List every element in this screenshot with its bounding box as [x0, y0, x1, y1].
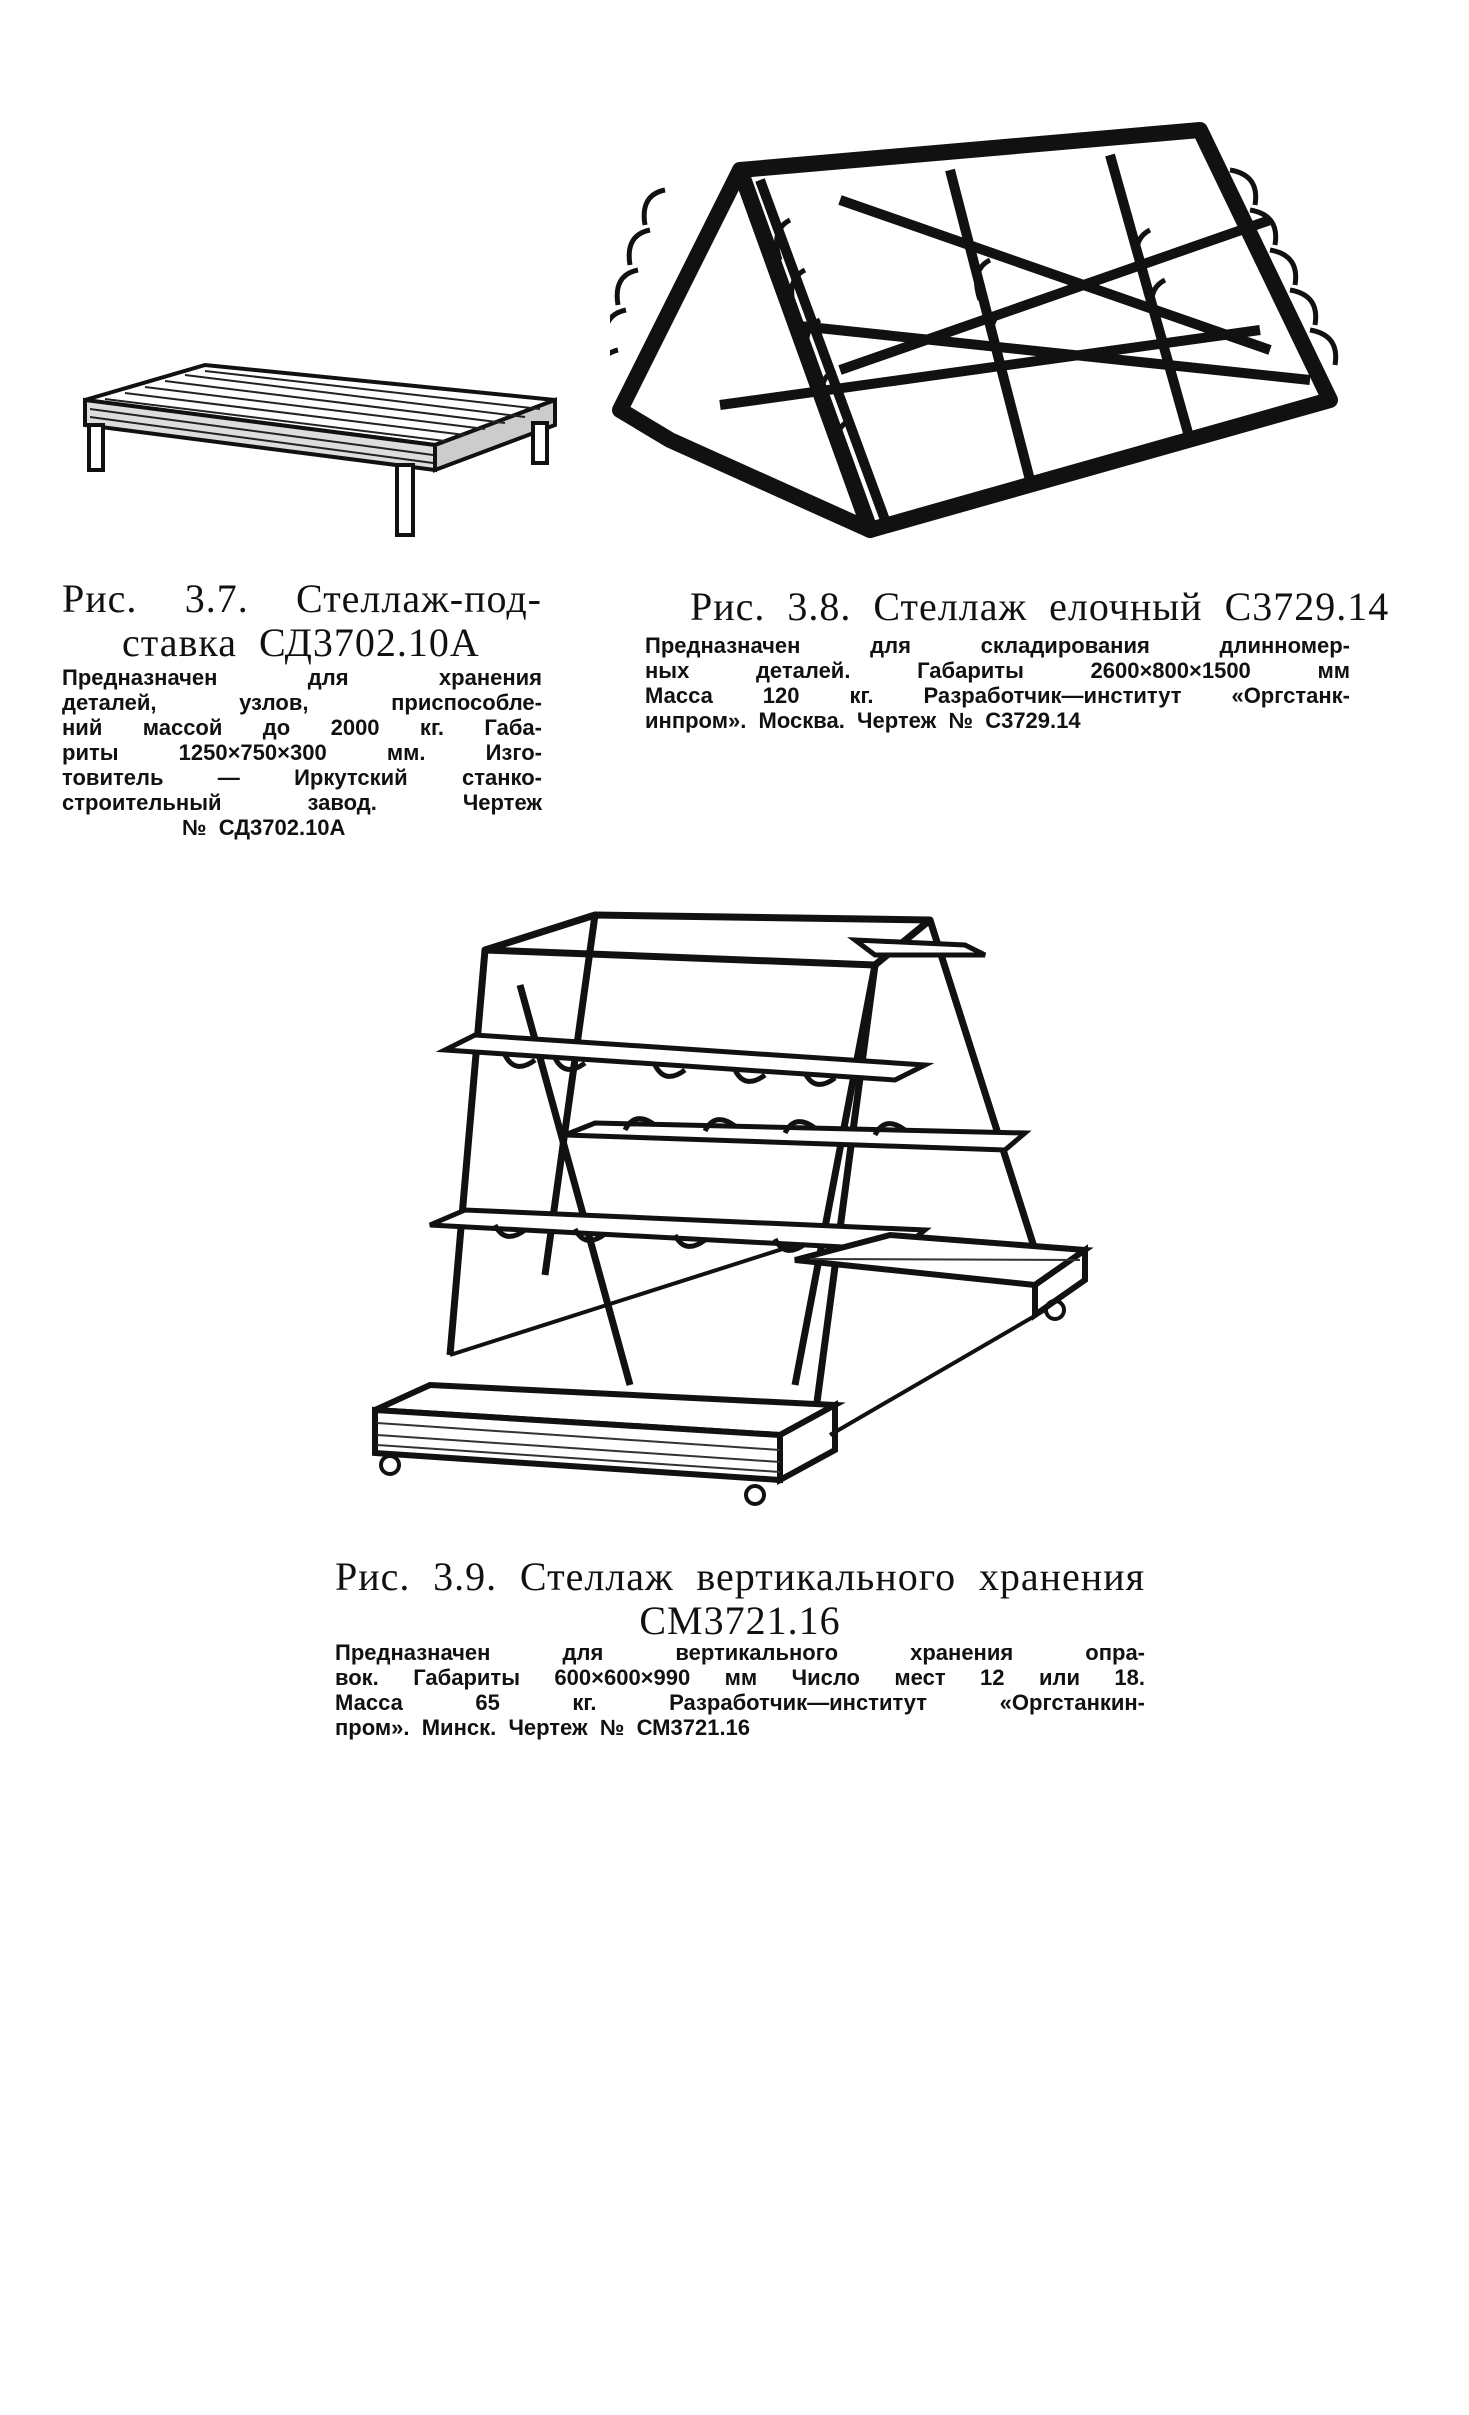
figure-3-9-title-line-1: Рис. 3.9. Стеллаж вертикального хранения [335, 1554, 1145, 1599]
figure-3-8-desc-line-1: Предназначен для складирования длинномер- [645, 633, 1350, 658]
figure-3-8-herringbone-rack-drawing [610, 110, 1345, 550]
figure-3-7-title-line-2: ставка СД3702.10А [122, 620, 480, 665]
figure-3-9-vertical-storage-rack-drawing [355, 905, 1105, 1535]
figure-3-8-title-line-1: Рис. 3.8. Стеллаж елочный С3729.14 [690, 584, 1390, 629]
figure-3-7-title [62, 577, 542, 665]
figure-3-7-pallet-stand-drawing [75, 345, 565, 545]
figure-3-7-desc-line-7: № СД3702.10А [182, 815, 346, 840]
figure-3-7-desc-line-3: ний массой до 2000 кг. Габа- [62, 715, 542, 740]
figure-3-7-title-line-1: Рис. 3.7. Стеллаж-под- [62, 576, 542, 621]
figure-3-9-desc-line-2: вок. Габариты 600×600×990 мм Число мест 12 или 18. [335, 1665, 1145, 1690]
figure-3-8-title [690, 584, 1390, 629]
figure-3-8-desc-line-2: ных деталей. Габариты 2600×800×1500 мм [645, 658, 1350, 683]
figure-3-7-desc-line-6: строительный завод. Чертеж [62, 790, 542, 815]
figure-3-7-desc-line-5: товитель — Иркутский станко- [62, 765, 542, 790]
figure-3-9-desc-line-1: Предназначен для вертикального хранения опра- [335, 1640, 1145, 1665]
figure-3-7-desc-line-2: деталей, узлов, приспособле- [62, 690, 542, 715]
figure-3-9-desc-line-4: пром». Минск. Чертеж № СМ3721.16 [335, 1715, 751, 1740]
figure-3-7-description [62, 665, 542, 840]
figure-3-7-desc-line-4: риты 1250×750×300 мм. Изго- [62, 740, 542, 765]
figure-3-7-desc-line-1: Предназначен для хранения [62, 665, 542, 690]
figure-3-9-title [335, 1555, 1145, 1643]
figure-3-9-description [335, 1640, 1145, 1740]
figure-3-8-description [645, 633, 1350, 733]
figure-3-9-desc-line-3: Масса 65 кг. Разработчик—институт «Оргстанкин- [335, 1690, 1145, 1715]
figure-3-8-desc-line-4: инпром». Москва. Чертеж № С3729.14 [645, 708, 1081, 733]
figure-3-8-desc-line-3: Масса 120 кг. Разработчик—институт «Оргстанк- [645, 683, 1350, 708]
figure-3-9-title-line-2: СМ3721.16 [639, 1598, 841, 1643]
